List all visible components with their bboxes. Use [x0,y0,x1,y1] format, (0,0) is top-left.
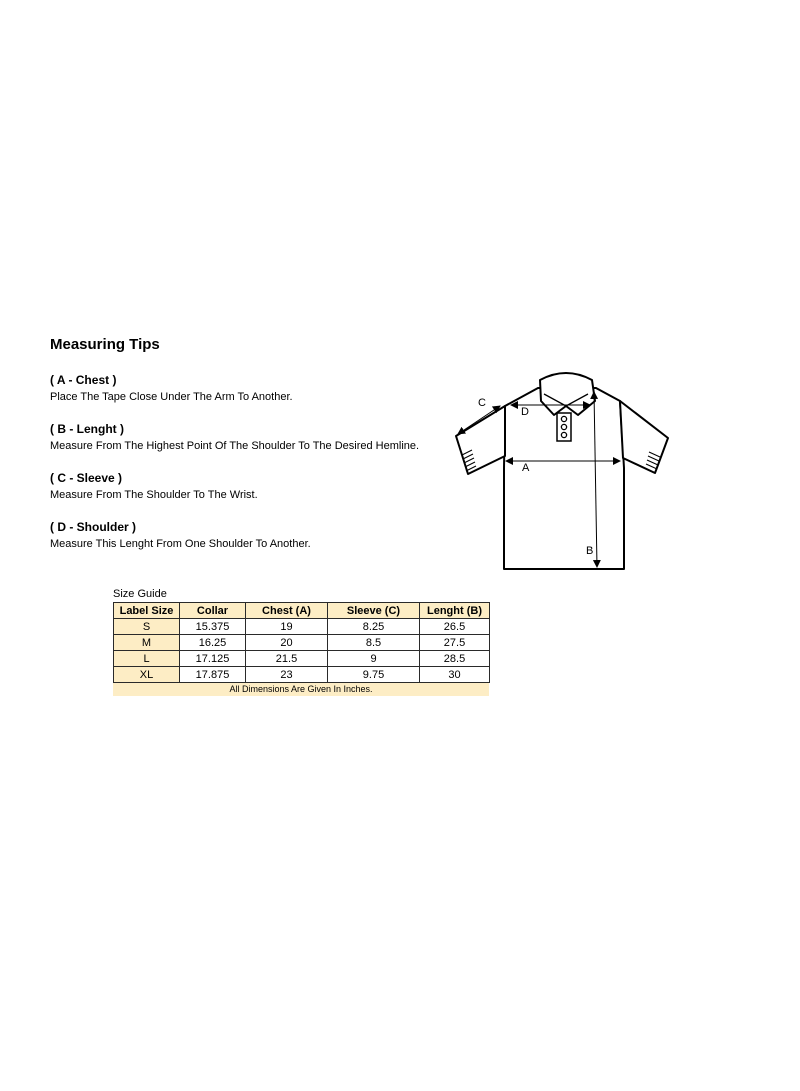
label-c: C [478,397,486,409]
cell-size: XL [114,667,180,683]
cell-collar: 16.25 [180,635,246,651]
shirt-diagram [448,368,676,574]
cell-length: 28.5 [420,651,490,667]
cell-chest: 19 [246,619,328,635]
tip-length [50,422,419,454]
cell-collar: 17.125 [180,651,246,667]
table-row [114,635,490,651]
cell-size: M [114,635,180,651]
cell-size: S [114,619,180,635]
size-guide [113,588,489,696]
tip-description: Measure From The Shoulder To The Wrist. [50,489,258,501]
cell-sleeve: 8.25 [328,619,420,635]
header-length: Lenght (B) [420,603,490,619]
tip-heading: ( C - Sleeve ) [50,471,123,485]
page-title: Measuring Tips [50,336,160,353]
label-a: A [522,462,530,474]
tip-description: Place The Tape Close Under The Arm To Another. [50,391,293,403]
cell-chest: 21.5 [246,651,328,667]
tip-description: Measure From The Highest Point Of The Shoulder To The Desired Hemline. [50,440,420,452]
tip-heading: ( A - Chest ) [50,373,117,387]
table-row [114,619,490,635]
header-label-size: Label Size [114,603,180,619]
cell-chest: 20 [246,635,328,651]
tip-heading: ( B - Lenght ) [50,422,124,436]
cell-length: 27.5 [420,635,490,651]
tip-heading: ( D - Shoulder ) [50,520,136,534]
size-table [113,602,490,683]
tip-chest [50,373,293,405]
size-guide-label: Size Guide [113,588,167,600]
cell-length: 30 [420,667,490,683]
label-b: B [586,545,594,557]
cell-chest: 23 [246,667,328,683]
tip-shoulder [50,520,311,552]
header-chest: Chest (A) [246,603,328,619]
cell-sleeve: 8.5 [328,635,420,651]
tip-sleeve [50,471,258,503]
header-sleeve: Sleeve (C) [328,603,420,619]
tip-description: Measure This Lenght From One Shoulder To Another. [50,538,311,550]
table-row [114,651,490,667]
cell-length: 26.5 [420,619,490,635]
table-row [114,667,490,683]
cell-collar: 17.875 [180,667,246,683]
header-collar: Collar [180,603,246,619]
dimensions-note: All Dimensions Are Given In Inches. [113,683,489,696]
cell-sleeve: 9 [328,651,420,667]
shirt-outline [456,373,668,569]
cell-collar: 15.375 [180,619,246,635]
cell-sleeve: 9.75 [328,667,420,683]
table-header-row [114,603,490,619]
label-d: D [521,406,529,418]
cell-size: L [114,651,180,667]
